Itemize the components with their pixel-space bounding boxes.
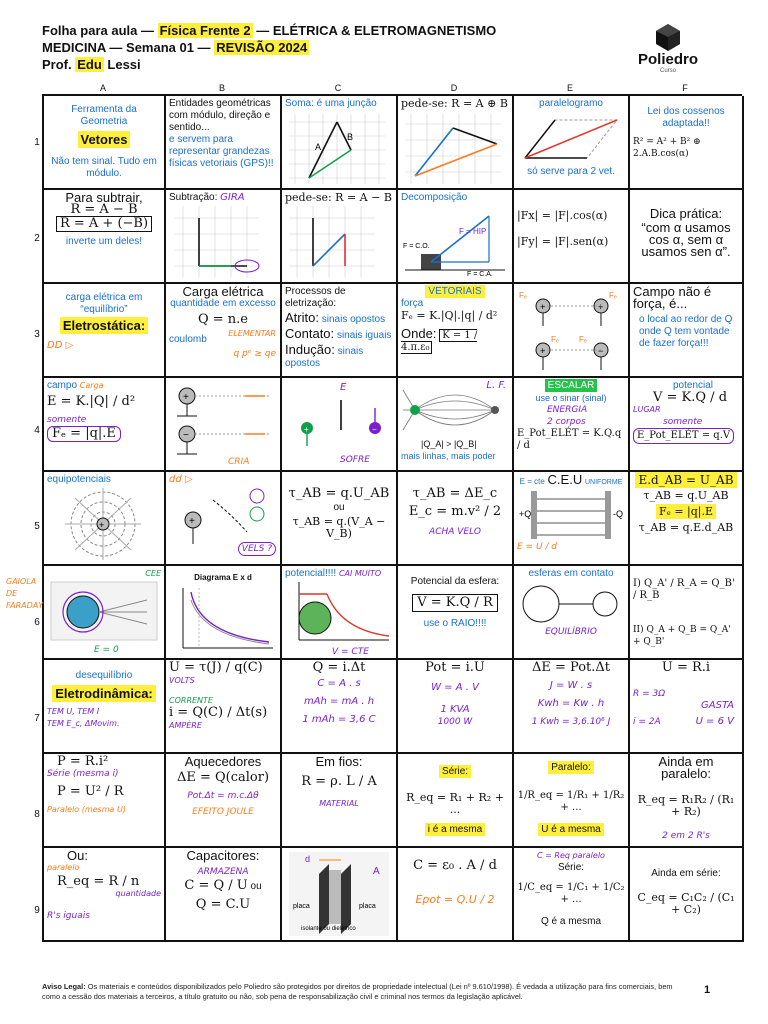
cell-text: pede-se: R = A − B bbox=[285, 191, 392, 204]
cell-a6 bbox=[6, 566, 166, 660]
header bbox=[42, 22, 602, 73]
header-line-2 bbox=[42, 39, 602, 56]
cell-text: sinais opostos bbox=[285, 346, 364, 369]
formula: E_Pot_ELÉT = K.Q.q / d bbox=[517, 428, 622, 451]
topic-tag: Paralelo: bbox=[548, 761, 593, 774]
handwritten-note: ELEMENTAR bbox=[228, 329, 276, 338]
formula: U = τ(J) / q(C) bbox=[169, 660, 263, 675]
formula: P = R.i² bbox=[57, 754, 109, 769]
cell-e6 bbox=[514, 566, 630, 660]
formula: R_eq = R / n bbox=[57, 874, 140, 889]
formula: τ_AB = ΔE_c bbox=[412, 486, 498, 501]
cell-b7 bbox=[166, 660, 282, 754]
cell-c4 bbox=[282, 378, 398, 472]
cell-a2 bbox=[44, 190, 166, 284]
formula: V = K.Q / R bbox=[412, 594, 497, 612]
svg-text:−: − bbox=[183, 430, 189, 441]
handwritten-note: AMPÈRE bbox=[169, 721, 202, 730]
handwritten-note: Kwh = Kw . h bbox=[537, 698, 605, 709]
cell-text: inverte um deles! bbox=[65, 236, 143, 247]
cell-text: Carga elétrica bbox=[182, 284, 264, 299]
cell-text: mais linhas, mais poder bbox=[401, 451, 496, 461]
cell-f3 bbox=[630, 284, 744, 378]
cell-text: use o RAIO!!!! bbox=[423, 618, 487, 629]
row-label: 5 bbox=[34, 521, 40, 532]
handwritten-note: EFEITO JOULE bbox=[192, 807, 254, 817]
handwritten-note: paralelo bbox=[47, 863, 80, 872]
svg-text:+: + bbox=[540, 302, 546, 312]
vector-difference-diagram bbox=[285, 204, 393, 280]
logo-subtitle: Curso bbox=[659, 68, 676, 74]
cell-text: potencial!!!! bbox=[285, 568, 337, 579]
cell-f8 bbox=[630, 754, 744, 848]
column-header: B bbox=[218, 83, 225, 93]
handwritten-note: GIRA bbox=[220, 192, 245, 203]
topic-title: Eletrostática: bbox=[60, 317, 148, 334]
field-force-diagram bbox=[285, 380, 393, 450]
formula: II) Q_A + Q_B = Q_A' + Q_B' bbox=[633, 625, 731, 647]
formula: τ_AB = q.U_AB bbox=[288, 486, 390, 501]
svg-text:+Q: +Q bbox=[519, 509, 532, 519]
handwritten-note: MATERIAL bbox=[319, 799, 359, 808]
cell-a7 bbox=[44, 660, 166, 754]
handwritten-note: 2 corpos bbox=[547, 417, 586, 427]
topic-tag: VETORIAIS bbox=[425, 285, 484, 298]
svg-text:A: A bbox=[315, 142, 322, 152]
topic-tag: ESCALAR bbox=[545, 379, 598, 392]
formula: 1/C_eq = 1/C₁ + 1/C₂ + ... bbox=[517, 882, 625, 905]
topic-tag: i é a mesma bbox=[425, 823, 485, 836]
cell-d3 bbox=[398, 284, 514, 378]
cell-text: Dica prática: bbox=[649, 206, 723, 221]
vector-head-tail-diagram bbox=[401, 110, 509, 186]
cell-e8 bbox=[514, 754, 630, 848]
svg-text:+: + bbox=[99, 520, 105, 530]
column-header: C bbox=[334, 83, 342, 93]
cell-text: Campo não é força, é... bbox=[633, 284, 712, 311]
plate-label: placa bbox=[359, 903, 376, 910]
cell-e9 bbox=[514, 848, 630, 942]
logo-name: Poliedro bbox=[637, 51, 698, 68]
cell-f6 bbox=[630, 566, 744, 660]
cell-d4 bbox=[398, 378, 514, 472]
column-header: F bbox=[682, 83, 688, 93]
handwritten-note: 1 KVA bbox=[440, 704, 470, 715]
formula: τ_AB = q.(V_A − V_B) bbox=[292, 515, 386, 540]
svg-text:B: B bbox=[347, 132, 354, 142]
formula: |Fy| = |F|.sen(α) bbox=[517, 235, 609, 248]
cell-a5 bbox=[44, 472, 166, 566]
header-text: Prof. bbox=[42, 57, 76, 72]
cell-f2 bbox=[630, 190, 744, 284]
cell-text: Ainda em série: bbox=[651, 868, 721, 879]
cell-b8 bbox=[166, 754, 282, 848]
row-label: 9 bbox=[34, 905, 40, 916]
cell-c7 bbox=[282, 660, 398, 754]
header-line-1 bbox=[42, 22, 602, 39]
cell-text: e servem para representar grandezas físicas vetoriais (GPS)!! bbox=[169, 134, 274, 169]
handwritten-note: CEE bbox=[145, 569, 161, 578]
cell-text: Decomposição bbox=[401, 192, 468, 203]
cell-text: campo bbox=[47, 380, 78, 391]
svg-text:−: − bbox=[372, 425, 377, 434]
handwritten-note: SOFRE bbox=[340, 455, 370, 465]
handwritten-note: CORRENTE bbox=[169, 696, 213, 705]
handwritten-note: Carga bbox=[79, 381, 104, 390]
header-highlight: Física Frente 2 bbox=[159, 23, 251, 38]
cell-c6 bbox=[282, 566, 398, 660]
handwritten-note: mAh = mA . h bbox=[303, 696, 375, 707]
handwritten-note: GAIOLA DE FARADAY bbox=[6, 577, 44, 610]
cell-d2 bbox=[398, 190, 514, 284]
handwritten-note: 1 Kwh = 3,6.10⁶ J bbox=[531, 717, 611, 727]
formula: Fₑ = |q|.E bbox=[656, 504, 716, 519]
formula: V = K.Q / d bbox=[653, 390, 728, 405]
cell-text: quantidade em excesso bbox=[170, 298, 276, 309]
formula: Fₑ = K.|Q|.|q| / d² bbox=[401, 309, 498, 322]
cell-text: Ferramenta da Geometria bbox=[71, 104, 137, 127]
cell-text: equipotenciais bbox=[47, 474, 111, 485]
formula-grid bbox=[6, 82, 742, 942]
handwritten-note: E bbox=[340, 382, 347, 393]
formula: C = Q / U bbox=[184, 878, 248, 893]
faraday-cage-diagram bbox=[47, 580, 161, 642]
cell-d6 bbox=[398, 566, 514, 660]
cell-b5 bbox=[166, 472, 282, 566]
handwritten-note: 2 em 2 R's bbox=[662, 831, 710, 841]
handwritten-note: TEM U, TEM I bbox=[47, 707, 100, 716]
handwritten-note: 1000 W bbox=[437, 717, 473, 727]
formula: C = ε₀ . A / d bbox=[413, 858, 497, 873]
column-header: D bbox=[450, 83, 458, 93]
cell-text: coulomb bbox=[169, 334, 207, 345]
cell-text: Onde: bbox=[401, 326, 437, 341]
cell-text: Processos de eletrização: bbox=[285, 286, 346, 309]
cell-text: “com α usamos cos α, sem α usamos sen α”. bbox=[641, 220, 731, 259]
poliedro-logo-icon bbox=[653, 22, 683, 52]
handwritten-note: somente bbox=[47, 415, 87, 425]
cell-f5 bbox=[630, 472, 744, 566]
svg-text:-Q: -Q bbox=[613, 509, 623, 519]
formula: R_eq = R₁R₂ / (R₁ + R₂) bbox=[637, 793, 735, 818]
formula: K = 1 / 4.π.ε₀ bbox=[401, 330, 478, 353]
cell-a8 bbox=[44, 754, 166, 848]
header-text: — ELÉTRICA & ELETROMAGNETISMO bbox=[252, 23, 497, 38]
handwritten-note: Epot = Q.U / 2 bbox=[415, 893, 495, 906]
topic-title: Eletrodinâmica: bbox=[52, 685, 156, 702]
cell-b1 bbox=[166, 96, 282, 190]
poliedro-logo bbox=[628, 22, 708, 74]
topic-title: Vetores bbox=[78, 131, 131, 148]
handwritten-note: Série (mesma i) bbox=[47, 769, 119, 779]
topic-tag: U é a mesma bbox=[538, 823, 603, 836]
cell-d9 bbox=[398, 848, 514, 942]
cell-text: Aquecedores bbox=[184, 754, 262, 769]
formula: |Fx| = |F|.cos(α) bbox=[517, 209, 608, 222]
cell-text: Lei dos cossenos adaptada!! bbox=[647, 106, 725, 129]
column-headers bbox=[42, 82, 742, 94]
cell-d7 bbox=[398, 660, 514, 754]
cell-text: desequilíbrio bbox=[75, 670, 133, 681]
cell-text: potencial bbox=[673, 380, 714, 391]
cell-d5 bbox=[398, 472, 514, 566]
cell-text: UNIFORME bbox=[585, 479, 623, 486]
grid-cells bbox=[6, 94, 742, 942]
formula: R² = A² + B² ⊕ 2.A.B.cos(α) bbox=[633, 137, 701, 159]
handwritten-note: R's iguais bbox=[47, 911, 90, 921]
cell-text: use o sinar (sinal) bbox=[535, 393, 607, 403]
handwritten-note: LUGAR bbox=[633, 405, 661, 414]
cell-e5 bbox=[514, 472, 630, 566]
handwritten-note: L. F. bbox=[486, 380, 506, 391]
formula: U = R.i bbox=[661, 660, 711, 675]
handwritten-note: E = 0 bbox=[94, 645, 119, 655]
cell-text: ou bbox=[333, 502, 345, 513]
cell-b9 bbox=[166, 848, 282, 942]
cell-b6 bbox=[166, 566, 282, 660]
svg-text:+: + bbox=[598, 302, 604, 312]
cell-text: Contato: bbox=[285, 326, 335, 341]
cell-text: Série: bbox=[557, 862, 585, 873]
cell-e2 bbox=[514, 190, 630, 284]
ca-label: F = C.A. bbox=[467, 271, 493, 278]
handwritten-note: E = U / d bbox=[517, 542, 558, 552]
cell-text: força bbox=[401, 298, 424, 309]
cell-text: só serve para 2 vet. bbox=[527, 166, 615, 177]
handwritten-note: CAI MUITO bbox=[338, 569, 382, 578]
cell-a3 bbox=[44, 284, 166, 378]
legal-text: Os materiais e conteúdos disponibilizados pelo Poliedro são protegidos por direitos de propriedade intelectual (Lei nº 9.610/1998). É vedada a utilização para fins comerciais, bem como a cessão dos materiais a terceiros, a título gratuito ou não, sob pena de responsabilização civil e criminal nos termos da legislação aplicável. bbox=[42, 982, 673, 1001]
cell-c2 bbox=[282, 190, 398, 284]
cell-a4 bbox=[44, 378, 166, 472]
coulomb-force-diagram bbox=[517, 286, 625, 374]
svg-text:+: + bbox=[304, 425, 309, 434]
handwritten-note: W = A . V bbox=[431, 682, 479, 693]
formula: E.d_AB = U_AB bbox=[635, 472, 736, 488]
cell-text: ou bbox=[250, 881, 262, 892]
formula: τ_AB = q.E.d_AB bbox=[638, 521, 734, 534]
handwritten-note: C = Req paralelo bbox=[537, 851, 605, 860]
row-label: 7 bbox=[34, 713, 40, 724]
cell-text: E = cte bbox=[519, 477, 545, 486]
svg-text:−: − bbox=[598, 346, 604, 356]
cell-text: Para subtrair, bbox=[65, 190, 143, 205]
row-label: 8 bbox=[34, 809, 40, 820]
handwritten-note: Paralelo (mesma U) bbox=[47, 805, 126, 814]
handwritten-note: ARMAZENA bbox=[197, 867, 249, 877]
vector-sum-diagram bbox=[285, 110, 393, 186]
cell-text: Potencial da esfera: bbox=[410, 576, 500, 587]
formula: Q = C.U bbox=[195, 897, 251, 912]
charge-path-diagram bbox=[169, 486, 277, 548]
cell-c8 bbox=[282, 754, 398, 848]
formula: E = K.|Q| / d² bbox=[47, 394, 136, 409]
svg-text:+: + bbox=[183, 392, 189, 403]
formula: I) Q_A' / R_A = Q_B' / R_B bbox=[633, 578, 735, 601]
cell-text: sinais iguais bbox=[336, 330, 392, 341]
cell-text: C.E.U bbox=[547, 472, 583, 487]
cell-c1 bbox=[282, 96, 398, 190]
force-label: Fₑ bbox=[579, 335, 587, 344]
formula: Q = i.Δt bbox=[312, 660, 366, 675]
cell-text: carga elétrica em “equilíbrio” bbox=[65, 292, 143, 315]
header-text: Lessi bbox=[103, 57, 141, 72]
cell-e3 bbox=[514, 284, 630, 378]
page-number: 1 bbox=[704, 984, 711, 996]
handwritten-note: q pᵉ ≥ qe bbox=[233, 349, 276, 359]
cell-d1 bbox=[398, 96, 514, 190]
handwritten-note: J = W . s bbox=[549, 680, 593, 691]
handwritten-note: GASTA bbox=[701, 700, 734, 711]
cell-text: Não tem sinal. Tudo em módulo. bbox=[51, 156, 157, 179]
formula: Fₑ = |q|.E bbox=[47, 426, 121, 442]
handwritten-note: V = CTE bbox=[332, 647, 369, 657]
cell-text: Atrito: bbox=[285, 310, 319, 325]
row-label: 1 bbox=[34, 137, 40, 148]
cell-c5 bbox=[282, 472, 398, 566]
svg-text:+: + bbox=[189, 516, 195, 527]
topic-tag: Série: bbox=[439, 765, 471, 778]
cell-c9 bbox=[282, 848, 398, 942]
field-distance-diagram bbox=[169, 584, 277, 656]
cell-b2 bbox=[166, 190, 282, 284]
capacitor-diagram bbox=[285, 850, 393, 938]
formula: R = A − B bbox=[70, 202, 138, 217]
handwritten-note: R = 3Ω bbox=[633, 689, 666, 699]
cell-f7 bbox=[630, 660, 744, 754]
handwritten-note: DD ▷ bbox=[47, 340, 74, 351]
handwritten-note: i = 2A bbox=[633, 717, 661, 727]
cell-text: Q é a mesma bbox=[540, 916, 602, 927]
equipotentials-diagram bbox=[47, 486, 161, 564]
plate-label: placa bbox=[293, 903, 310, 910]
area-label: A bbox=[373, 866, 380, 877]
cell-text: esferas em contato bbox=[528, 568, 614, 579]
uniform-field-diagram bbox=[517, 489, 625, 541]
handwritten-note: EQUILÍBRIO bbox=[545, 627, 597, 637]
formula: E_c = m.v² / 2 bbox=[408, 504, 502, 519]
formula: 1/R_eq = 1/R₁ + 1/R₂ + ... bbox=[517, 790, 625, 813]
cell-text: Soma: é uma junção bbox=[285, 98, 377, 109]
formula: E_Pot_ELÉT = q.V bbox=[633, 428, 734, 444]
handwritten-note: VELS ? bbox=[238, 542, 276, 556]
column-header: E bbox=[566, 83, 573, 93]
handwritten-note: Pot.Δt = m.c.Δθ bbox=[187, 791, 259, 801]
handwritten-note: ACHA VELO bbox=[429, 527, 481, 537]
parallelogram-diagram bbox=[517, 110, 625, 166]
cell-f9 bbox=[630, 848, 744, 942]
cell-e1 bbox=[514, 96, 630, 190]
cell-e4 bbox=[514, 378, 630, 472]
row-label: 3 bbox=[34, 329, 40, 340]
force-label: Fₑ bbox=[551, 335, 559, 344]
cell-f1 bbox=[630, 96, 744, 190]
row-label: 4 bbox=[34, 425, 40, 436]
handwritten-note: CRIA bbox=[228, 457, 250, 467]
row-label: 2 bbox=[34, 233, 40, 244]
svg-text:+: + bbox=[540, 346, 546, 356]
force-decomposition-diagram bbox=[401, 204, 509, 278]
cell-text: Em fios: bbox=[315, 754, 363, 769]
formula: R_eq = R₁ + R₂ + ... bbox=[406, 791, 504, 816]
cell-d8 bbox=[398, 754, 514, 848]
chart-title: Diagrama E x d bbox=[194, 573, 252, 582]
cell-text: sinais opostos bbox=[321, 314, 386, 325]
formula: ΔE = Q(calor) bbox=[176, 770, 270, 785]
formula: R = A + (−B) bbox=[56, 216, 152, 232]
dielectric-label: isolante ou dielétrico bbox=[301, 926, 356, 932]
legal-label: Aviso Legal: bbox=[42, 982, 86, 991]
row-label: 6 bbox=[34, 617, 40, 628]
vector-subtraction-diagram bbox=[169, 204, 277, 280]
cell-e7 bbox=[514, 660, 630, 754]
header-text: Folha para aula — bbox=[42, 23, 158, 38]
handwritten-note: dd ▷ bbox=[169, 474, 193, 485]
co-label: F = C.O. bbox=[403, 243, 430, 250]
cell-text: Capacitores: bbox=[186, 848, 260, 863]
handwritten-note: ENERGIA bbox=[547, 405, 588, 415]
column-header: A bbox=[99, 83, 106, 93]
formula: C_eq = C₁C₂ / (C₁ + C₂) bbox=[637, 891, 735, 916]
formula: P = U² / R bbox=[57, 784, 124, 799]
cell-text: Ou: bbox=[67, 848, 88, 863]
cell-f4 bbox=[630, 378, 744, 472]
sphere-potential-diagram bbox=[285, 580, 393, 650]
cell-text: Entidades geométricas com módulo, direção e sentido... bbox=[169, 98, 271, 133]
cell-b4 bbox=[166, 378, 282, 472]
field-creation-diagram bbox=[169, 380, 277, 456]
distance-label: d bbox=[305, 854, 311, 864]
cell-text: Subtração: bbox=[169, 192, 218, 203]
handwritten-note: TEM E_c, ΔMovim. bbox=[47, 719, 120, 728]
cell-text: o local ao redor de Q onde Q tem vontade de fazer força!!! bbox=[639, 314, 733, 349]
force-label: Fₑ bbox=[519, 291, 527, 300]
handwritten-note: 1 mAh = 3,6 C bbox=[302, 714, 376, 725]
handwritten-note: VOLTS bbox=[169, 676, 195, 685]
header-line-3 bbox=[42, 56, 602, 73]
formula: Q = n.e bbox=[197, 312, 248, 327]
handwritten-note: C = A . s bbox=[317, 678, 361, 689]
cell-text: Ainda em paralelo: bbox=[658, 754, 714, 781]
header-highlight: REVISÃO 2024 bbox=[216, 40, 308, 55]
formula: τ_AB = q.U_AB bbox=[643, 489, 729, 502]
handwritten-note: U = 6 V bbox=[695, 716, 734, 727]
cell-text: |Q_A| > |Q_B| bbox=[421, 439, 477, 449]
header-highlight: Edu bbox=[77, 57, 102, 72]
cell-text: Indução: bbox=[285, 342, 335, 357]
force-label: Fₑ bbox=[609, 291, 617, 300]
handwritten-note: quantidade bbox=[115, 889, 161, 898]
formula: ΔE = Pot.Δt bbox=[531, 660, 611, 675]
formula: i = Q(C) / Δt(s) bbox=[169, 705, 268, 720]
cell-a1 bbox=[44, 96, 166, 190]
formula: Pot = i.U bbox=[425, 660, 485, 675]
cell-b3 bbox=[166, 284, 282, 378]
header-text: MEDICINA — Semana 01 — bbox=[42, 40, 215, 55]
cell-text: pede-se: R = A ⊕ B bbox=[401, 97, 508, 110]
legal-notice bbox=[42, 982, 692, 1002]
spheres-contact-diagram bbox=[517, 580, 625, 626]
cell-a9 bbox=[44, 848, 166, 942]
cell-c3 bbox=[282, 284, 398, 378]
cell-text: paralelogramo bbox=[539, 98, 603, 109]
formula: R = ρ. L / A bbox=[301, 774, 377, 789]
hyp-label: F = HIP bbox=[459, 227, 487, 236]
handwritten-note: somente bbox=[663, 417, 703, 427]
